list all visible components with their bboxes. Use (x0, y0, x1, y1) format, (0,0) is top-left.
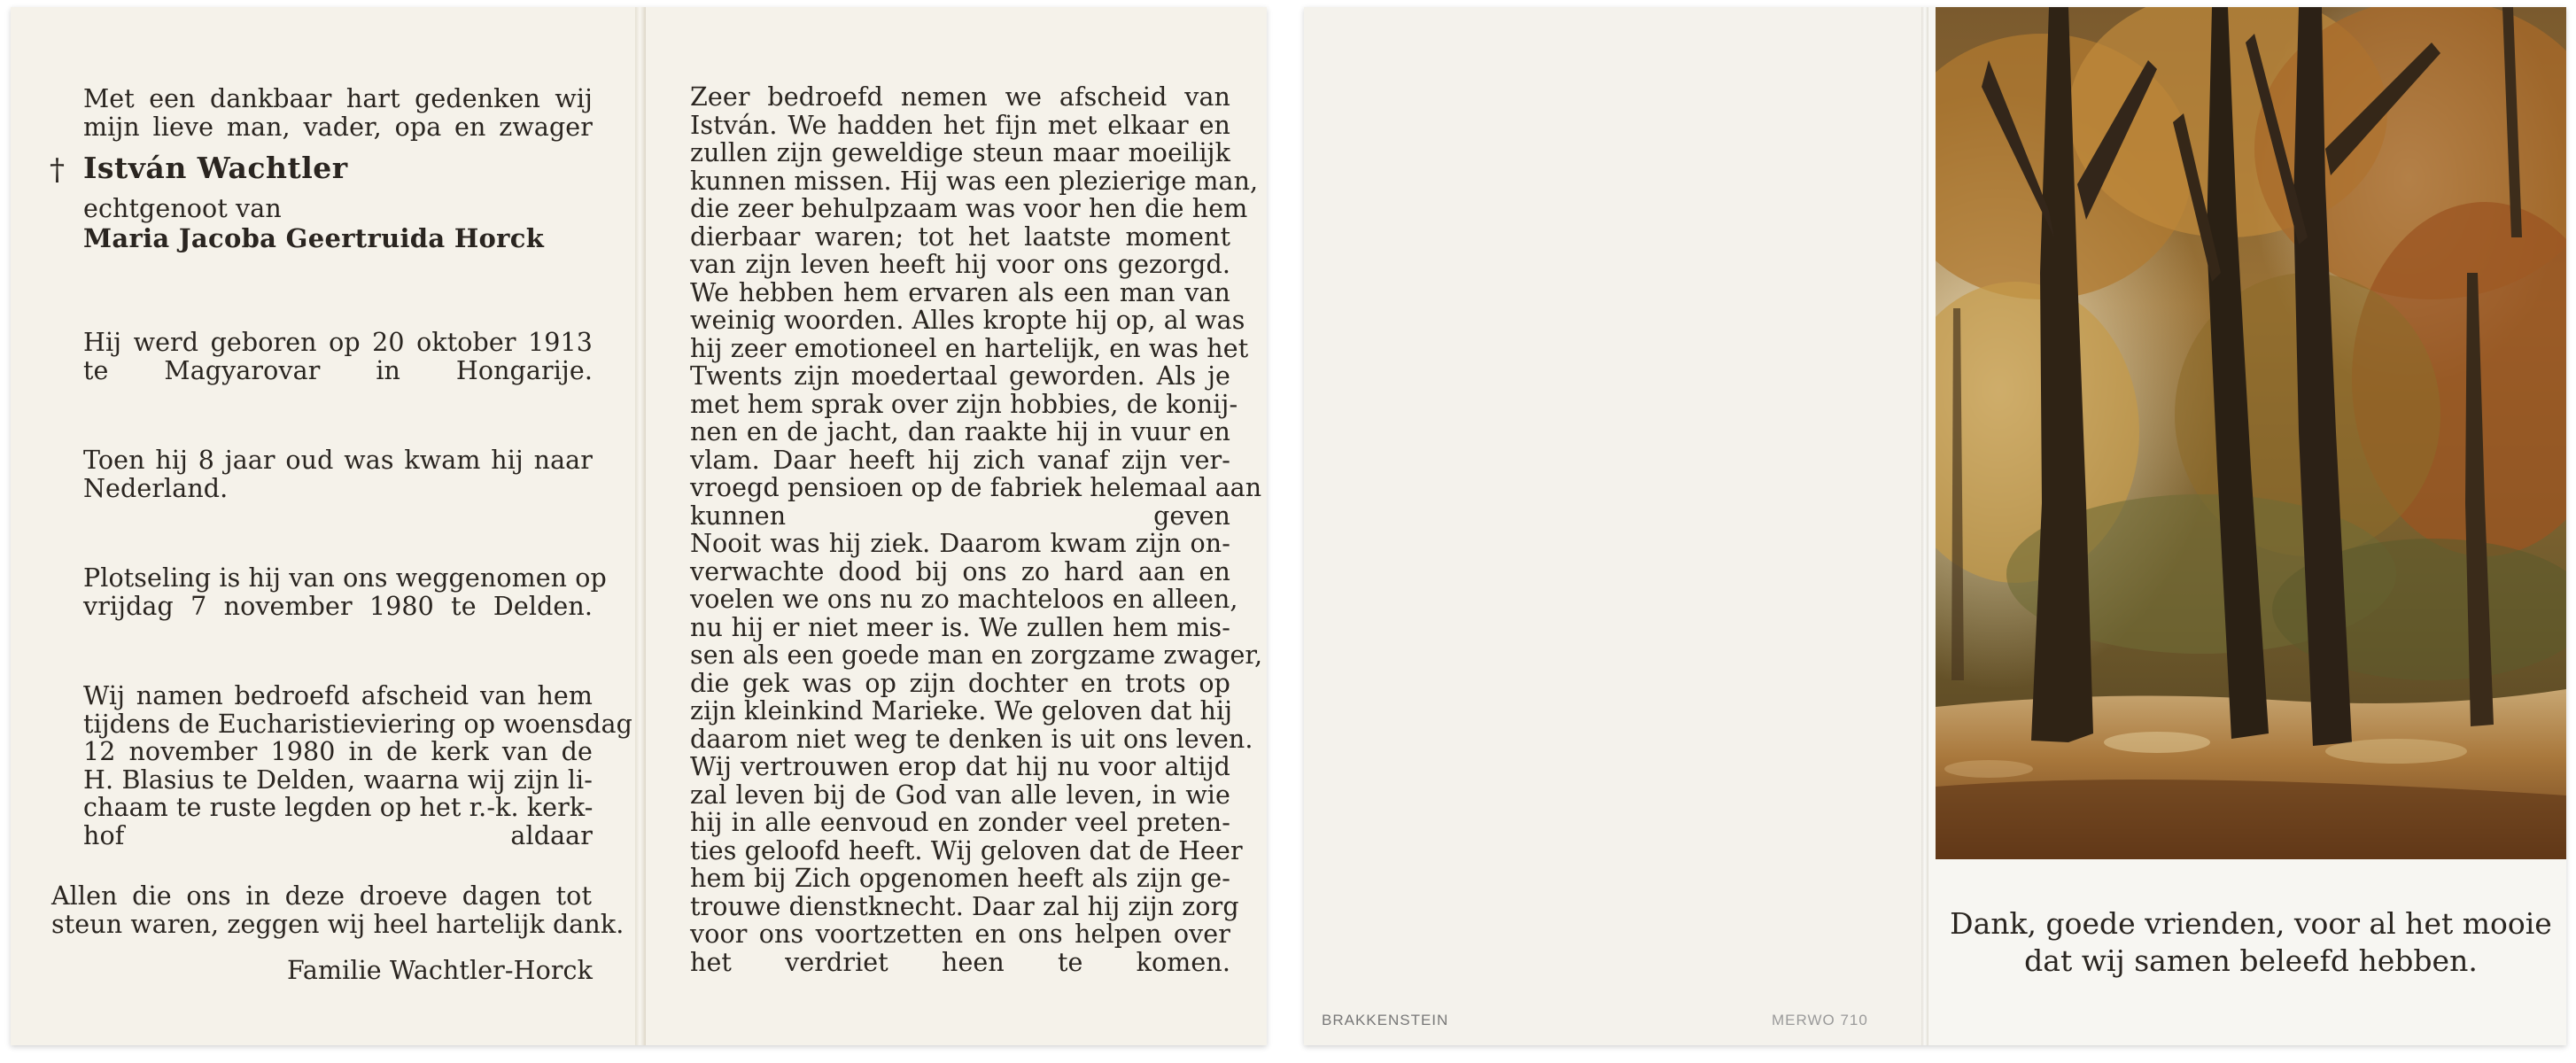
front-panel (1928, 7, 2566, 1045)
product-code: MERWO 710 (1772, 1012, 1868, 1028)
intro-text: Met een dankbaar hart gedenken wij mijn lieve man, vader, opa en zwager (83, 84, 593, 142)
publisher-imprint: BRAKKENSTEIN (1322, 1012, 1449, 1028)
deceased-name: István Wachtler (83, 151, 348, 185)
bio-paragraph-youth: Toen hij 8 jaar oud was kwam hij naar Nederland. (83, 446, 593, 503)
tribute-text: Zeer bedroefd nemen we afscheid van István. We hadden het fijn met elkaar en zullen zijn geweldige steun maar moeilijk kunnen missen. Hij was een plezierige man, die zeer behulpzaam was voor hen die hem dierbaar waren; tot het laatste moment van zijn leven heeft hij voor ons gezorgd. We hebben hem ervaren als een man van weinig woorden. Alles kropte hij op, al was hij zeer emotioneel en hartelijk, en was het Twents zijn moedertaal geworden. Als je met hem sprak over zijn hobbies, de konij- nen en de jacht, dan raakte hij in vuur en vlam. Daar heeft hij zich vanaf zijn ver- vroegd pensioen op de fabriek helemaal aan kunnen geven Nooit was hij ziek. Daarom kwam zijn on- verwachte dood bij ons zo hard aan en voelen we ons nu zo machteloos en alleen, nu hij er niet meer is. We zullen hem mis- sen als een goede man en zorgzame zwager, die gek was op zijn dochter en trots op zijn kleinkind Marieke. We geloven dat hij daarom niet weg te denken is uit ons leven. Wij vertrouwen erop dat hij nu voor altijd zal leven bij de God van alle leven, in wie hij in alle eenvoud en zonder veel preten- ties geloofd heeft. Wij geloven dat de Heer hem bij Zich opgenomen heeft als zijn ge- trouwe dienstknecht. Daar zal hij zijn zorg voor ons voortzetten en ons helpen over het verdriet heen te komen. (690, 82, 1263, 977)
back-panel (1304, 7, 1921, 1045)
bio-paragraph-birth: Hij werd geboren op 20 oktober 1913 te Magyarovar in Hongarije. (83, 328, 593, 385)
thanks-text: Allen die ons in deze droeve dagen tot steun waren, zeggen wij heel hartelijk dank. (51, 881, 625, 939)
bio-paragraph-death: Plotseling is hij van ons weggenomen op vrijdag 7 november 1980 te Delden. (83, 563, 607, 621)
fold-crease (1921, 7, 1928, 1045)
card-sheet-left (11, 7, 1267, 1045)
bio-paragraph-funeral: Wij namen bedroefd afscheid van hem tijdens de Eucharistieviering op woensdag 12 november 1980 in de kerk van de H. Blasius te Delden, waarna wij zijn li- chaam te ruste legden op het r.-k. kerk- hof aldaar (83, 681, 632, 850)
spouse-label: echtgenoot van (83, 194, 282, 223)
autumn-forest-photo-icon (1936, 7, 2566, 859)
spouse-name: Maria Jacoba Geertruida Horck (83, 223, 545, 253)
fold-crease (635, 7, 646, 1045)
inner-left-panel (11, 7, 635, 1045)
family-signature: Familie Wachtler-Horck (286, 956, 593, 985)
card-sheet-right (1304, 7, 2566, 1045)
inner-right-panel (646, 7, 1267, 1045)
closing-verse: Dank, goede vrienden, voor al het mooie dat wij samen beleefd hebben. (1950, 906, 2552, 978)
cross-icon: † (50, 152, 66, 188)
